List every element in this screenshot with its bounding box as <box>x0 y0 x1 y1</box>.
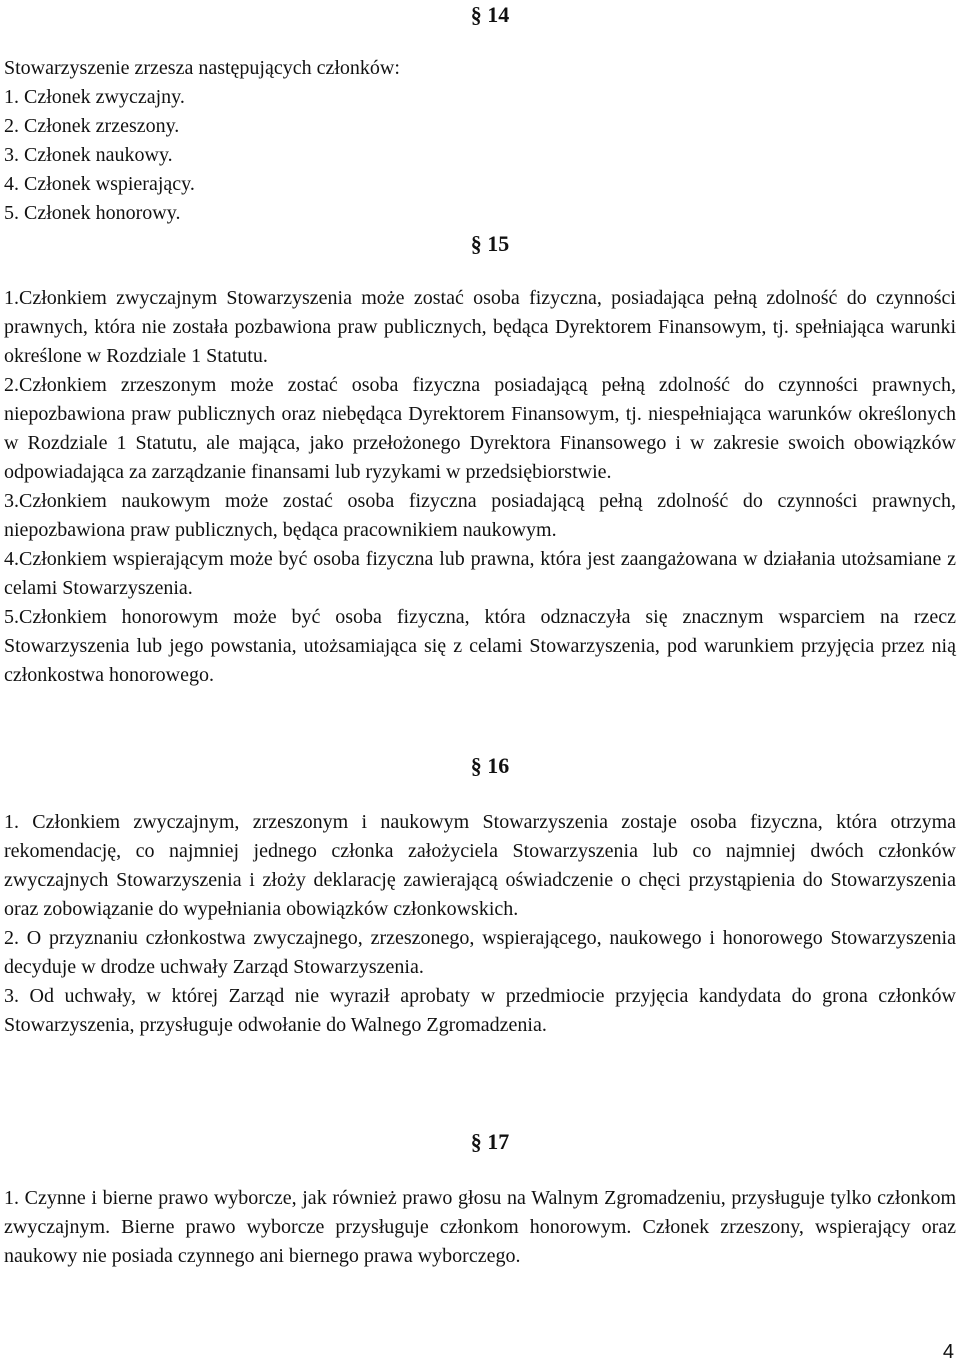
member-type-item: 1. Członek zwyczajny. <box>4 86 185 108</box>
page-number: 4 <box>942 1341 954 1363</box>
member-type-item: 3. Członek naukowy. <box>4 144 173 166</box>
member-type-item: 4. Członek wspierający. <box>4 173 195 195</box>
section-16-paragraph-1: 1. Członkiem zwyczajnym, zrzeszonym i naukowym Stowarzyszenia zostaje osoba fizyczna, która otrzyma rekomendację, co najmniej jednego członka założyciela Stowarzyszenia lub co najmniej dwóch członków zwyczajnych Stowarzyszenia i złoży deklarację zawierającą oświadczenie o chęci przystąpienia do Stowarzyszenia oraz zobowiązanie do wypełniania obowiązków członkowskich. <box>4 811 956 920</box>
member-type-item: 2. Członek zrzeszony. <box>4 115 180 137</box>
section-17-heading: § 17 <box>470 1129 510 1154</box>
section-17 <box>4 1127 956 1271</box>
section-17-paragraph-1: 1. Czynne i bierne prawo wyborcze, jak również prawo głosu na Walnym Zgromadzeniu, przysługuje tylko członkom zwyczajnym. Bierne prawo wyborcze przysługuje członkom honorowym. Członek zrzeszony, wspierający oraz naukowy nie posiada czynnego ani biernego prawa wyborczego. <box>4 1187 956 1267</box>
section-15-paragraph-4: 4.Członkiem wspierającym może być osoba fizyczna lub prawna, która jest zaangażowana w działania utożsamiane z celami Stowarzyszenia. <box>4 548 956 599</box>
section-15-paragraph-2: 2.Członkiem zrzeszonym może zostać osoba fizyczna posiadającą pełną zdolność do czynności prawnych, niepozbawiona praw publicznych oraz niebędąca Dyrektorem Finansowym, tj. niespełniająca warunków określonych w Rozdziale 1 Statutu, ale mająca, jako przełożonego Dyrektora Finansowego i w zakresie swoich obowiązków odpowiadająca za zarządzanie finansami lub ryzykami w przedsiębiorstwie. <box>4 374 956 483</box>
section-14-heading: § 14 <box>470 2 510 27</box>
section-16-paragraph-3: 3. Od uchwały, w której Zarząd nie wyraził aprobaty w przedmiocie przyjęcia kandydata do grona członków Stowarzyszenia, przysługuje odwołanie do Walnego Zgromadzenia. <box>4 985 956 1036</box>
member-type-item: 5. Członek honorowy. <box>4 202 181 224</box>
section-15-paragraph-1: 1.Członkiem zwyczajnym Stowarzyszenia może zostać osoba fizyczna, posiadająca pełną zdolność do czynności prawnych, która nie została pozbawiona praw publicznych, będąca Dyrektorem Finansowym, tj. spełniająca warunki określone w Rozdziale 1 Statutu. <box>4 287 956 367</box>
section-15-heading: § 15 <box>470 231 510 256</box>
section-16-paragraph-2: 2. O przyznaniu członkostwa zwyczajnego, zrzeszonego, wspierającego, naukowego i honorowego Stowarzyszenia decyduje w drodze uchwały Zarząd Stowarzyszenia. <box>4 927 956 978</box>
section-15 <box>4 229 956 690</box>
section-14 <box>4 0 956 228</box>
section-16 <box>4 751 956 1040</box>
section-15-paragraph-5: 5.Członkiem honorowym może być osoba fizyczna, która odznaczyła się znacznym wsparciem na rzecz Stowarzyszenia lub jego powstania, utożsamiająca się z celami Stowarzyszenia, pod warunkiem przyjęcia przez nią członkostwa honorowego. <box>4 606 956 686</box>
section-15-paragraph-3: 3.Członkiem naukowym może zostać osoba fizyczna posiadającą pełną zdolność do czynności prawnych, niepozbawiona praw publicznych, będąca pracownikiem naukowym. <box>4 490 956 541</box>
section-16-heading: § 16 <box>470 753 510 778</box>
section-14-intro: Stowarzyszenie zrzesza następujących członków: <box>4 57 400 79</box>
